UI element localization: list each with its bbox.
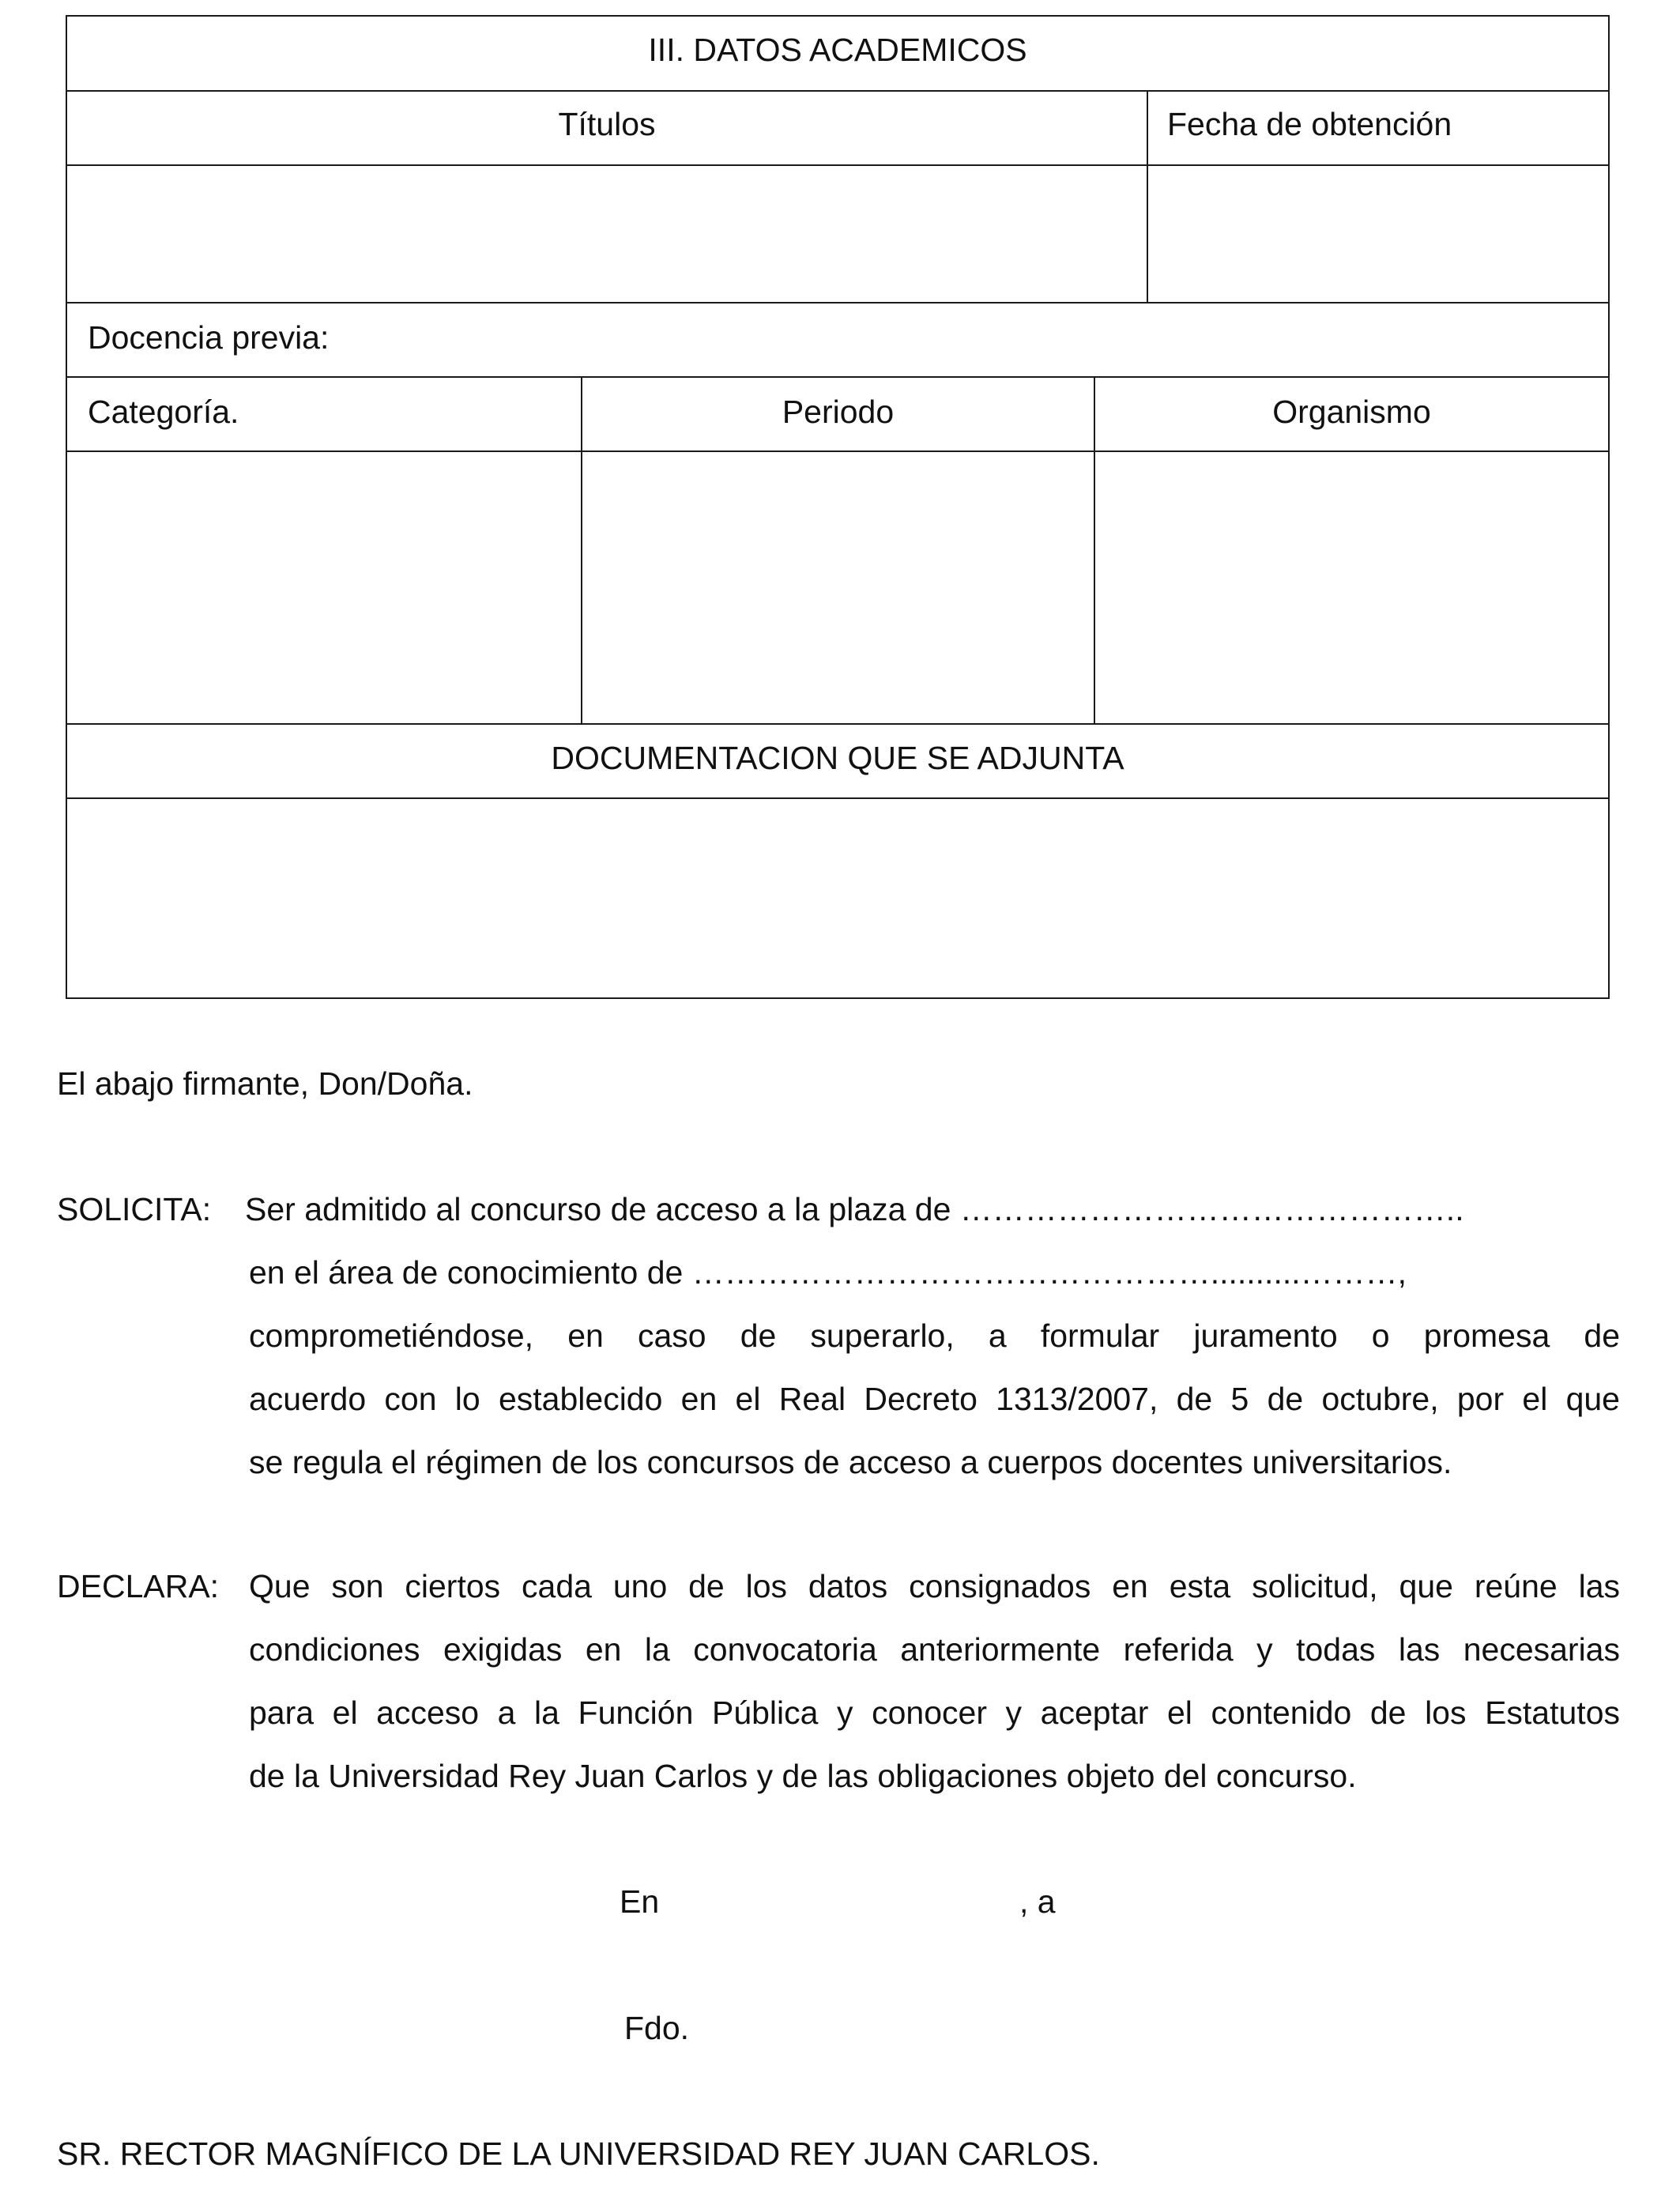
solicita-line: comprometiéndose, en caso de superarlo, a formular juramento o promesa de xyxy=(249,1318,1620,1354)
place-input[interactable] xyxy=(672,1875,1019,1925)
date-prefix: , a xyxy=(1019,1883,1056,1920)
signature-label: Fdo. xyxy=(624,2010,690,2046)
declara-label: DECLARA: xyxy=(57,1568,220,1604)
category-header: Categoría. xyxy=(88,394,239,430)
table-divider xyxy=(67,723,1608,725)
previous-teaching-label: Docencia previa: xyxy=(88,319,330,356)
table-divider xyxy=(67,90,1608,92)
solicita-label: SOLICITA: xyxy=(57,1191,212,1227)
date-obtained-input-area[interactable] xyxy=(1148,166,1608,300)
date-obtained-header: Fecha de obtención xyxy=(1167,106,1452,142)
solicita-line: en el área de conocimiento de …………………………………………..........………, xyxy=(249,1254,1407,1291)
organism-input-area[interactable] xyxy=(1095,452,1608,722)
table-divider xyxy=(67,376,1608,378)
declara-line: para el acceso a la Función Pública y conocer y aceptar el contenido de los Estatutos xyxy=(249,1695,1620,1731)
period-input-area[interactable] xyxy=(582,452,1092,722)
addressee: SR. RECTOR MAGNÍFICO DE LA UNIVERSIDAD REY JUAN CARLOS. xyxy=(57,2136,1100,2172)
academic-data-table xyxy=(66,15,1610,999)
solicita-line: Ser admitido al concurso de acceso a la plaza de ……………………………………….. xyxy=(245,1191,1464,1227)
attached-documentation-input-area[interactable] xyxy=(69,799,1607,996)
organism-header: Organismo xyxy=(1272,394,1431,430)
place-prefix: En xyxy=(620,1883,660,1920)
declara-line: de la Universidad Rey Juan Carlos y de las obligaciones objeto del concurso. xyxy=(249,1758,1357,1794)
attached-documentation-header: DOCUMENTACION QUE SE ADJUNTA xyxy=(551,740,1124,776)
period-header: Periodo xyxy=(782,394,895,430)
solicita-line: se regula el régimen de los concursos de acceso a cuerpos docentes universitarios. xyxy=(249,1444,1452,1480)
signer-line: El abajo firmante, Don/Doña. xyxy=(57,1065,473,1102)
solicita-line: acuerdo con lo establecido en el Real Decreto 1313/2007, de 5 de octubre, por el que xyxy=(249,1381,1620,1417)
titles-input-area[interactable] xyxy=(69,166,1145,300)
declara-line: Que son ciertos cada uno de los datos consignados en esta solicitud, que reúne las xyxy=(249,1568,1620,1604)
titles-header: Títulos xyxy=(558,106,656,142)
section-title: III. DATOS ACADEMICOS xyxy=(648,32,1027,68)
category-input-area[interactable] xyxy=(69,452,579,722)
table-divider xyxy=(67,302,1608,303)
declara-line: condiciones exigidas en la convocatoria anteriormente referida y todas las necesarias xyxy=(249,1631,1620,1668)
